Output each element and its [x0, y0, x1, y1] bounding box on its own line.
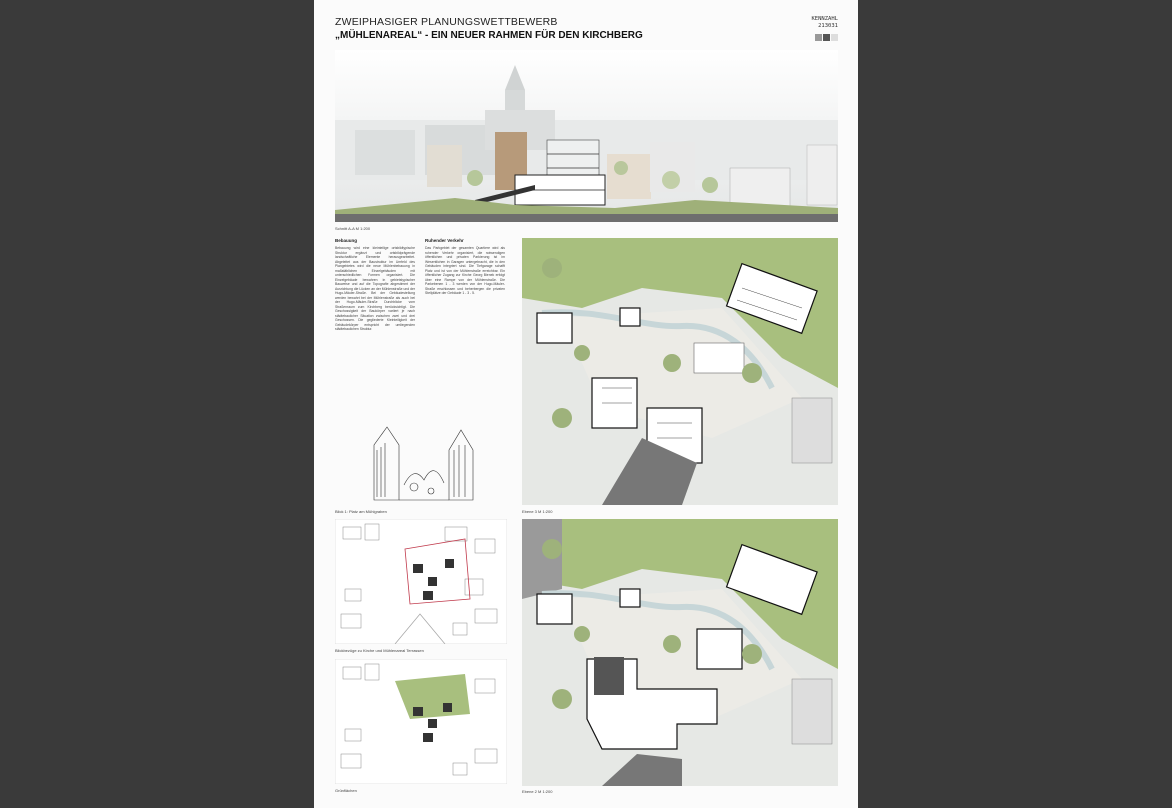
project-title: „MÜHLENAREAL“ - EIN NEUER RAHMEN FÜR DEN KIRCHBERG	[335, 30, 643, 41]
mini-bottom-caption: Grünflächen	[335, 788, 357, 793]
view-axes-plan	[335, 519, 507, 644]
col2-body: Das Parkgebiet der gesamten Quartiere wird als ruhender Verkehr organisiert, die notwendigen öffentlichen und privaten Parkierung ist im Wesentlichen in Garagen untergebracht, die in den Gebäuden integriert sind. Die Tiefgarage schafft Platz und ist von der Mühlenstraße erreichbar. Ein öffentlicher Zugang zur Kirche Georg Bienek erfolgt über eine Rampe von der Mühlenstraße. Die Parkebenen 1 - 3 werden von der Hugo-Mäuler-Straße erschlossen und beherbergen die privaten Stellplätze der Gebäude 1 - 3 - 5.	[425, 246, 505, 295]
kennzahl-value: 213031	[818, 23, 838, 29]
sketch-drawing	[369, 425, 479, 505]
kennzahl-label: KENNZAHL	[811, 16, 838, 22]
col1-heading: Bebauung	[335, 238, 357, 243]
sketch-caption: Blick 1: Platz am Mühlgraben	[335, 509, 387, 514]
competition-sheet	[314, 0, 858, 808]
section-drawing	[335, 50, 838, 222]
col1-body: Bebauung wird eine kleinteilige ortsbildtypische Struktur ergänzt und ortsbildprägende landschaftliche Elemente herausgearbeitet. Abgeleitet aus der Baustruktur im Umfeld des Plangebietes wird die neue Mühlenbebauung in maßstäblichen Einzelgebäuden mit unterschiedlichen Formen organisiert. Die Einzelgebäude bewahren in gebietstypischer Bauweise und auf die Topografie abgestimmt der Ausrichtung die Lücken an der Mühlenstraße und der Hugo-Mäuler-Straße. Bei der Gebäudestellung werden bewahrt bei der Mühlenstraße als auch bei der Hugo-Mäuler-Straße Durchblicke vom Straßenraum zum Kirchberg berücksichtigt. Die Geschossigkeit der Baukörper variiert je nach städtebaulicher Situation zwischen zwei und drei Geschossen. Die gegliederte Kleinteiligkeit der Gebäudekörper entspricht der umliegenden städtebaulichen Struktur.	[335, 246, 415, 331]
site-plan-level-3	[522, 238, 838, 505]
col2-heading: Ruhender Verkehr	[425, 238, 464, 243]
section-caption: Schnitt A-A M 1:200	[335, 226, 371, 231]
site-plan-level-2	[522, 519, 838, 786]
plan-bottom-caption: Ebene 2 M 1:200	[522, 789, 553, 794]
kennzahl	[812, 16, 839, 30]
competition-title: ZWEIPHASIGER PLANUNGSWETTBEWERB	[335, 16, 558, 28]
green-space-plan	[335, 659, 507, 784]
mini-top-caption: Blickbezüge zu Kirche und Mühlenareal Terrassen	[335, 648, 424, 653]
plan-top-caption: Ebene 3 M 1:200	[522, 509, 553, 514]
kennzahl-swatches	[815, 34, 838, 41]
